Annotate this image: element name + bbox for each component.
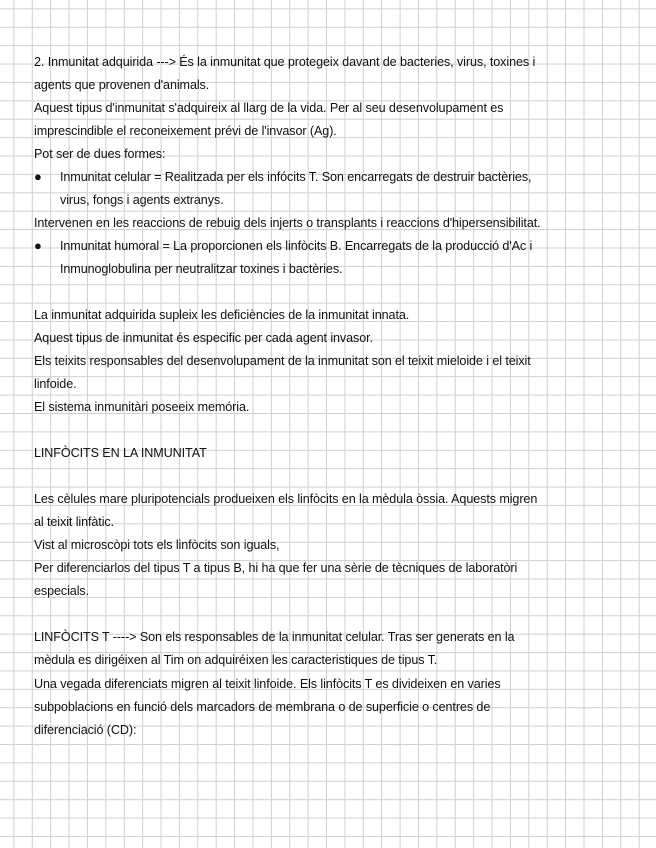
text-line: Pot ser de dues formes:: [34, 147, 166, 161]
text-line: diferenciació (CD):: [34, 723, 137, 737]
text-line: agents que provenen d'animals.: [34, 78, 210, 92]
list-item-text: Inmunitat celular = Realitzada per els infócits T. Son encarregats de destruir bactèries,: [60, 170, 532, 184]
text-line: Per diferenciarlos del tipus T a tipus B, hi ha que fer una sèrie de tècniques de laboratòri: [34, 561, 518, 575]
text-line: Aquest tipus d'inmunitat s'adquireix al llarg de la vida. Per al seu desenvolupament es: [34, 101, 504, 115]
text-line: Aquest tipus de inmunitat és especific per cada agent invasor.: [34, 331, 373, 345]
text-line: Els teixits responsables del desenvolupament de la inmunitat son el teixit mieloide i el teixit: [34, 354, 531, 368]
text-line: subpoblacions en funció dels marcadors de membrana o de superficie o centres de: [34, 700, 491, 714]
text-line: al teixit linfàtic.: [34, 515, 114, 529]
list-item-text: virus, fongs i agents extranys.: [60, 193, 224, 207]
text-line: 2. Inmunitat adquirida ---> És la inmunitat que protegeix davant de bacteries, virus, toxines i: [34, 55, 536, 69]
text-line: Vist al microscòpi tots els linfòcits son iguals,: [34, 538, 280, 552]
text-line: LINFÒCITS T ----> Son els responsables de la inmunitat celular. Tras ser generats en la: [34, 630, 515, 644]
section-heading: LINFÒCITS EN LA INMUNITAT: [34, 446, 207, 460]
bullet-icon: ●: [34, 238, 42, 253]
text-line: Les cèlules mare pluripotencials produeixen els linfòcits en la mèdula òssia. Aquests migren: [34, 492, 538, 506]
text-line: La inmunitat adquirida supleix les deficiències de la inmunitat innata.: [34, 308, 410, 322]
text-line: Intervenen en les reaccions de rebuig dels injerts o transplants i reaccions d'hipersensibilitat.: [34, 216, 541, 230]
list-item-text: Inmunoglobulina per neutralitzar toxines i bactèries.: [60, 262, 343, 276]
text-line: El sistema inmunitàri poseeix memória.: [34, 400, 250, 414]
text-line: especials.: [34, 584, 90, 598]
text-line: Una vegada diferenciats migren al teixit linfoide. Els linfòcits T es divideixen en varies: [34, 677, 501, 691]
text-line: imprescindible el reconeixement prévi de l'invasor (Ag).: [34, 124, 337, 138]
text-line: mèdula es dirigéixen al Tim on adquiréixen les caracteristiques de tipus T.: [34, 653, 438, 667]
bullet-icon: ●: [34, 169, 42, 184]
list-item-text: Inmunitat humoral = La proporcionen els linfòcits B. Encarregats de la producció d'Ac i: [60, 239, 533, 253]
text-line: linfoide.: [34, 377, 77, 391]
